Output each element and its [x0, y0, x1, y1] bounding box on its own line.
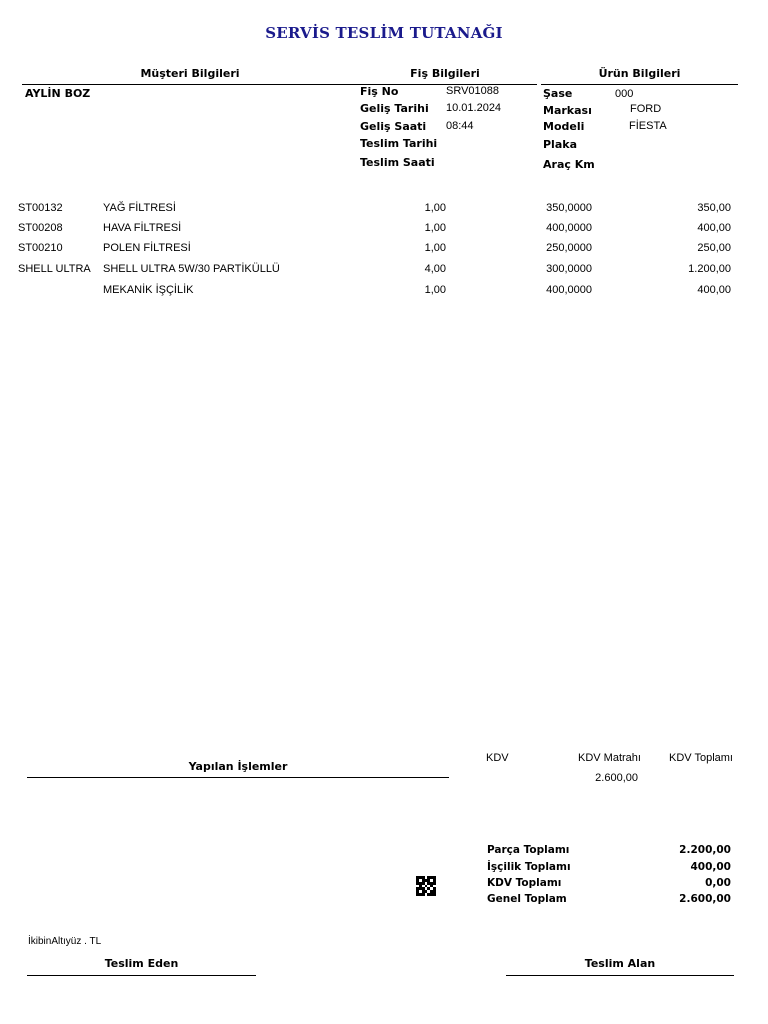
vat-base-header: KDV Matrahı: [578, 752, 641, 764]
amount-in-words: İkibinAltıyüz . TL: [28, 936, 102, 947]
vat-rate-header: KDV: [486, 752, 509, 764]
total-value: 2.200,00: [679, 844, 731, 856]
product-field-label: Şase: [543, 87, 573, 100]
item-qty: 1,00: [424, 242, 446, 254]
product-field-value: 000: [615, 88, 634, 100]
item-code: SHELL ULTRA: [18, 263, 91, 275]
vat-base-value: 2.600,00: [595, 772, 638, 784]
customer-name: AYLİN BOZ: [25, 87, 91, 100]
item-qty: 1,00: [424, 222, 446, 234]
item-code: ST00132: [18, 202, 63, 214]
operations-header: Yapılan İşlemler: [188, 760, 288, 773]
item-code: ST00208: [18, 222, 63, 234]
received-by-label: Teslim Alan: [584, 957, 656, 970]
item-price: 400,0000: [546, 284, 592, 296]
item-qty: 1,00: [424, 202, 446, 214]
total-label: Parça Toplamı: [487, 844, 570, 856]
total-value: 0,00: [705, 877, 731, 889]
vat-total-header: KDV Toplamı: [669, 752, 733, 764]
product-field-label: Araç Km: [543, 158, 595, 171]
receipt-field-value: 08:44: [446, 120, 474, 132]
receipt-field-label: Geliş Saati: [360, 120, 427, 133]
item-price: 400,0000: [546, 222, 592, 234]
qr-code-icon: [416, 876, 436, 896]
item-price: 300,0000: [546, 263, 592, 275]
receipt-field-label: Geliş Tarihi: [360, 102, 429, 115]
delivered-by-signature-line: [27, 975, 256, 976]
total-value: 2.600,00: [679, 893, 731, 905]
total-label: KDV Toplamı: [487, 877, 562, 889]
received-by-signature-line: [506, 975, 734, 976]
receipt-field-label: Fiş No: [360, 85, 399, 98]
document-title: SERVİS TESLİM TUTANAĞI: [265, 24, 503, 42]
product-field-label: Markası: [543, 104, 592, 117]
product-field-value: FİESTA: [629, 120, 667, 132]
product-header-divider: [541, 84, 738, 85]
total-value: 400,00: [690, 861, 731, 873]
delivered-by-label: Teslim Eden: [104, 957, 179, 970]
total-label: İşçilik Toplamı: [487, 861, 571, 873]
item-code: ST00210: [18, 242, 63, 254]
receipt-field-label: Teslim Tarihi: [360, 137, 438, 150]
item-name: YAĞ FİLTRESİ: [103, 202, 176, 214]
product-field-label: Modeli: [543, 120, 585, 133]
item-total: 400,00: [697, 284, 731, 296]
item-name: SHELL ULTRA 5W/30 PARTİKÜLLÜ: [103, 263, 280, 275]
item-name: POLEN FİLTRESİ: [103, 242, 191, 254]
customer-header-divider: [22, 84, 352, 85]
item-qty: 1,00: [424, 284, 446, 296]
receipt-field-value: SRV01088: [446, 85, 500, 97]
product-field-value: FORD: [630, 103, 662, 115]
receipt-field-label: Teslim Saati: [360, 156, 435, 169]
receipt-header: Fiş Bilgileri: [410, 67, 480, 80]
item-total: 250,00: [697, 242, 731, 254]
product-field-label: Plaka: [543, 138, 577, 151]
item-total: 1.200,00: [688, 263, 731, 275]
total-label: Genel Toplam: [487, 893, 567, 905]
item-name: HAVA FİLTRESİ: [103, 222, 182, 234]
receipt-field-value: 10.01.2024: [446, 102, 502, 114]
item-price: 250,0000: [546, 242, 592, 254]
item-qty: 4,00: [424, 263, 446, 275]
operations-divider: [27, 777, 449, 778]
customer-header: Müşteri Bilgileri: [140, 67, 240, 80]
item-name: MEKANİK İŞÇİLİK: [103, 284, 194, 296]
item-total: 350,00: [697, 202, 731, 214]
product-header: Ürün Bilgileri: [598, 67, 681, 80]
item-price: 350,0000: [546, 202, 592, 214]
item-total: 400,00: [697, 222, 731, 234]
